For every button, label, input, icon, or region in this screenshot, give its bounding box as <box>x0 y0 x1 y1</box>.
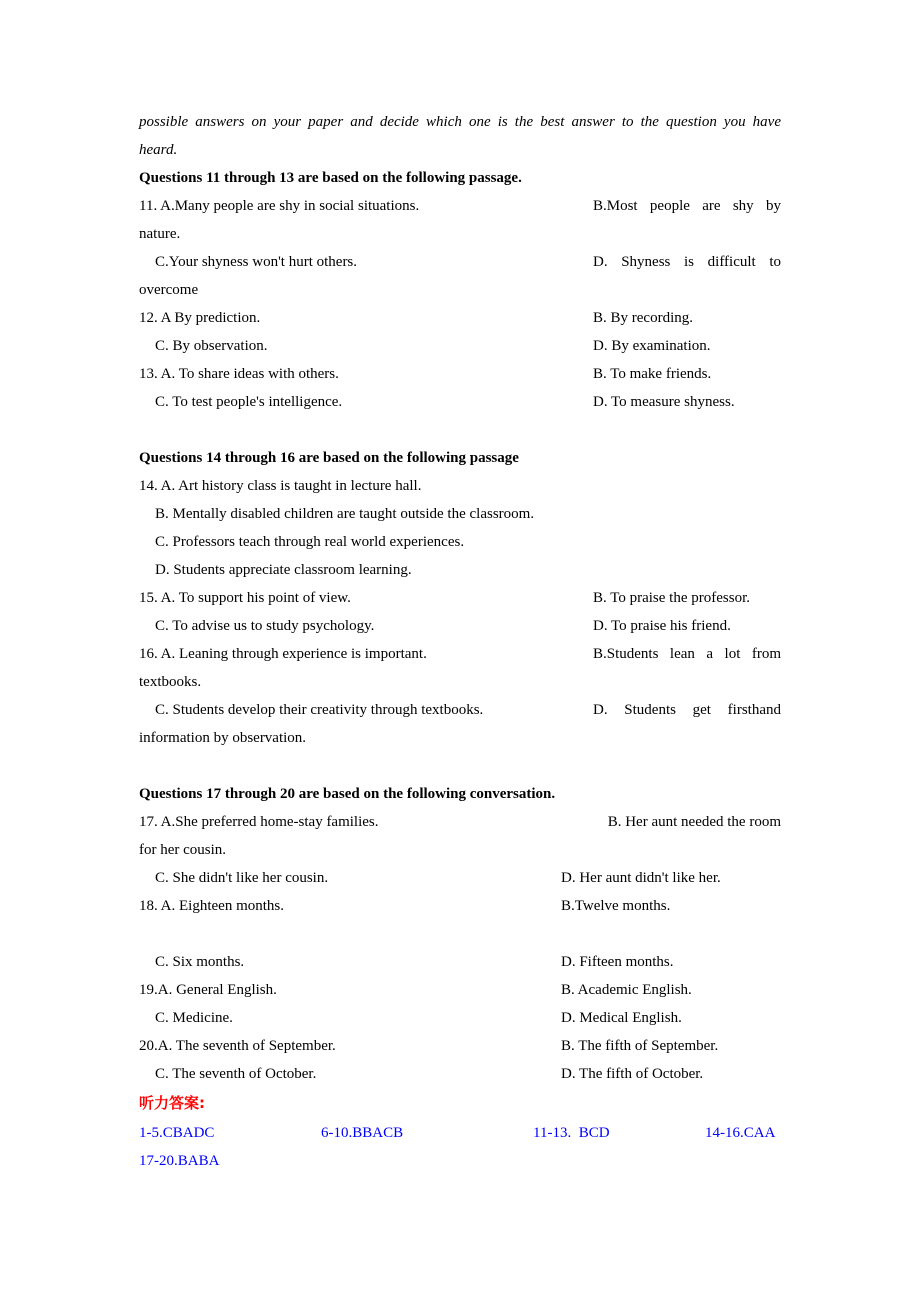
q12-option-a: 12. A By prediction. <box>139 310 261 326</box>
q19-option-a: 19.A. General English. <box>139 982 277 998</box>
q20-option-b: B. The fifth of September. <box>561 1038 719 1054</box>
q18-row-cd <box>139 948 781 976</box>
q17-row-cd <box>139 864 781 892</box>
q19-option-d: D. Medical English. <box>561 1010 682 1026</box>
q16-option-b-cont: textbooks. <box>139 674 202 690</box>
q11-option-c: C.Your shyness won't hurt others. <box>155 254 358 270</box>
q14-option-a: 14. A. Art history class is taught in lecture hall. <box>139 478 422 494</box>
q11-option-b-cont: nature. <box>139 226 181 242</box>
answer-group-11-13: 11-13. BCD <box>533 1125 610 1141</box>
q13-option-a: 13. A. To share ideas with others. <box>139 366 339 382</box>
answer-group-17-20: 17-20.BABA <box>139 1153 220 1169</box>
q19-row-cd <box>139 1004 781 1032</box>
q15-option-c: C. To advise us to study psychology. <box>155 618 375 634</box>
q17-option-d: D. Her aunt didn't like her. <box>561 870 721 886</box>
answer-group-14-16: 14-16.CAA <box>705 1125 776 1141</box>
q17-option-b-cont: for her cousin. <box>139 842 227 858</box>
q16-row-cd <box>139 696 781 724</box>
q11-option-d-cont: overcome <box>139 282 199 298</box>
q17-row-ab <box>139 808 781 836</box>
q20-option-d: D. The fifth of October. <box>561 1066 704 1082</box>
section-heading-14-16: Questions 14 through 16 are based on the following passage <box>139 450 519 466</box>
section-heading-11-13: Questions 11 through 13 are based on the following passage. <box>139 170 522 186</box>
section-heading-17-20: Questions 17 through 20 are based on the following conversation. <box>139 786 556 802</box>
q14-option-d: D. Students appreciate classroom learning. <box>155 562 412 578</box>
q18-row-ab <box>139 892 781 920</box>
q16-option-a: 16. A. Leaning through experience is important. <box>139 646 427 662</box>
q13-option-b: B. To make friends. <box>593 366 712 382</box>
answer-group-1-5: 1-5.CBADC <box>139 1125 215 1141</box>
q15-option-b: B. To praise the professor. <box>593 590 750 606</box>
q13-row-cd <box>139 388 781 416</box>
q14-option-c: C. Professors teach through real world experiences. <box>155 534 465 550</box>
q17-option-c: C. She didn't like her cousin. <box>155 870 329 886</box>
answers-title: 听力答案: <box>139 1094 205 1112</box>
q11-row-cd <box>139 248 781 276</box>
q17-option-a: 17. A.She preferred home-stay families. <box>139 814 379 830</box>
q12-option-d: D. By examination. <box>593 338 711 354</box>
q11-option-b: B.Most people are shy by <box>593 198 781 214</box>
intro-line-1: possible answers on your paper and decide which one is the best answer to the question you have <box>139 114 781 130</box>
q13-option-c: C. To test people's intelligence. <box>155 394 343 410</box>
q15-option-d: D. To praise his friend. <box>593 618 731 634</box>
q12-row-cd <box>139 332 781 360</box>
q11-row-ab <box>139 192 781 220</box>
q16-row-ab <box>139 640 781 668</box>
q15-row-cd <box>139 612 781 640</box>
q16-option-d: D. Students get firsthand <box>593 702 781 718</box>
q20-row-cd <box>139 1060 781 1088</box>
q20-option-c: C. The seventh of October. <box>155 1066 317 1082</box>
q18-option-a: 18. A. Eighteen months. <box>139 898 284 914</box>
q20-row-ab <box>139 1032 781 1060</box>
q13-option-d: D. To measure shyness. <box>593 394 735 410</box>
q19-option-c: C. Medicine. <box>155 1010 233 1026</box>
q17-option-b: B. Her aunt needed the room <box>607 814 781 830</box>
q16-option-b: B.Students lean a lot from <box>593 646 781 662</box>
q16-option-c: C. Students develop their creativity through textbooks. <box>155 702 484 718</box>
q15-option-a: 15. A. To support his point of view. <box>139 590 351 606</box>
intro-line-2: heard. <box>139 142 178 158</box>
q20-option-a: 20.A. The seventh of September. <box>139 1038 336 1054</box>
q18-option-b: B.Twelve months. <box>561 898 671 914</box>
q19-option-b: B. Academic English. <box>561 982 692 998</box>
q12-row-ab <box>139 304 781 332</box>
q12-option-b: B. By recording. <box>593 310 693 326</box>
q13-row-ab <box>139 360 781 388</box>
q18-option-d: D. Fifteen months. <box>561 954 674 970</box>
q19-row-ab <box>139 976 781 1004</box>
answer-group-6-10: 6-10.BBACB <box>321 1125 404 1141</box>
q15-row-ab <box>139 584 781 612</box>
q11-option-d: D. Shyness is difficult to <box>593 254 781 270</box>
q11-option-a: 11. A.Many people are shy in social situations. <box>139 198 420 214</box>
q16-option-d-cont: information by observation. <box>139 730 307 746</box>
q18-option-c: C. Six months. <box>155 954 245 970</box>
q14-option-b: B. Mentally disabled children are taught outside the classroom. <box>155 506 535 522</box>
q12-option-c: C. By observation. <box>155 338 268 354</box>
